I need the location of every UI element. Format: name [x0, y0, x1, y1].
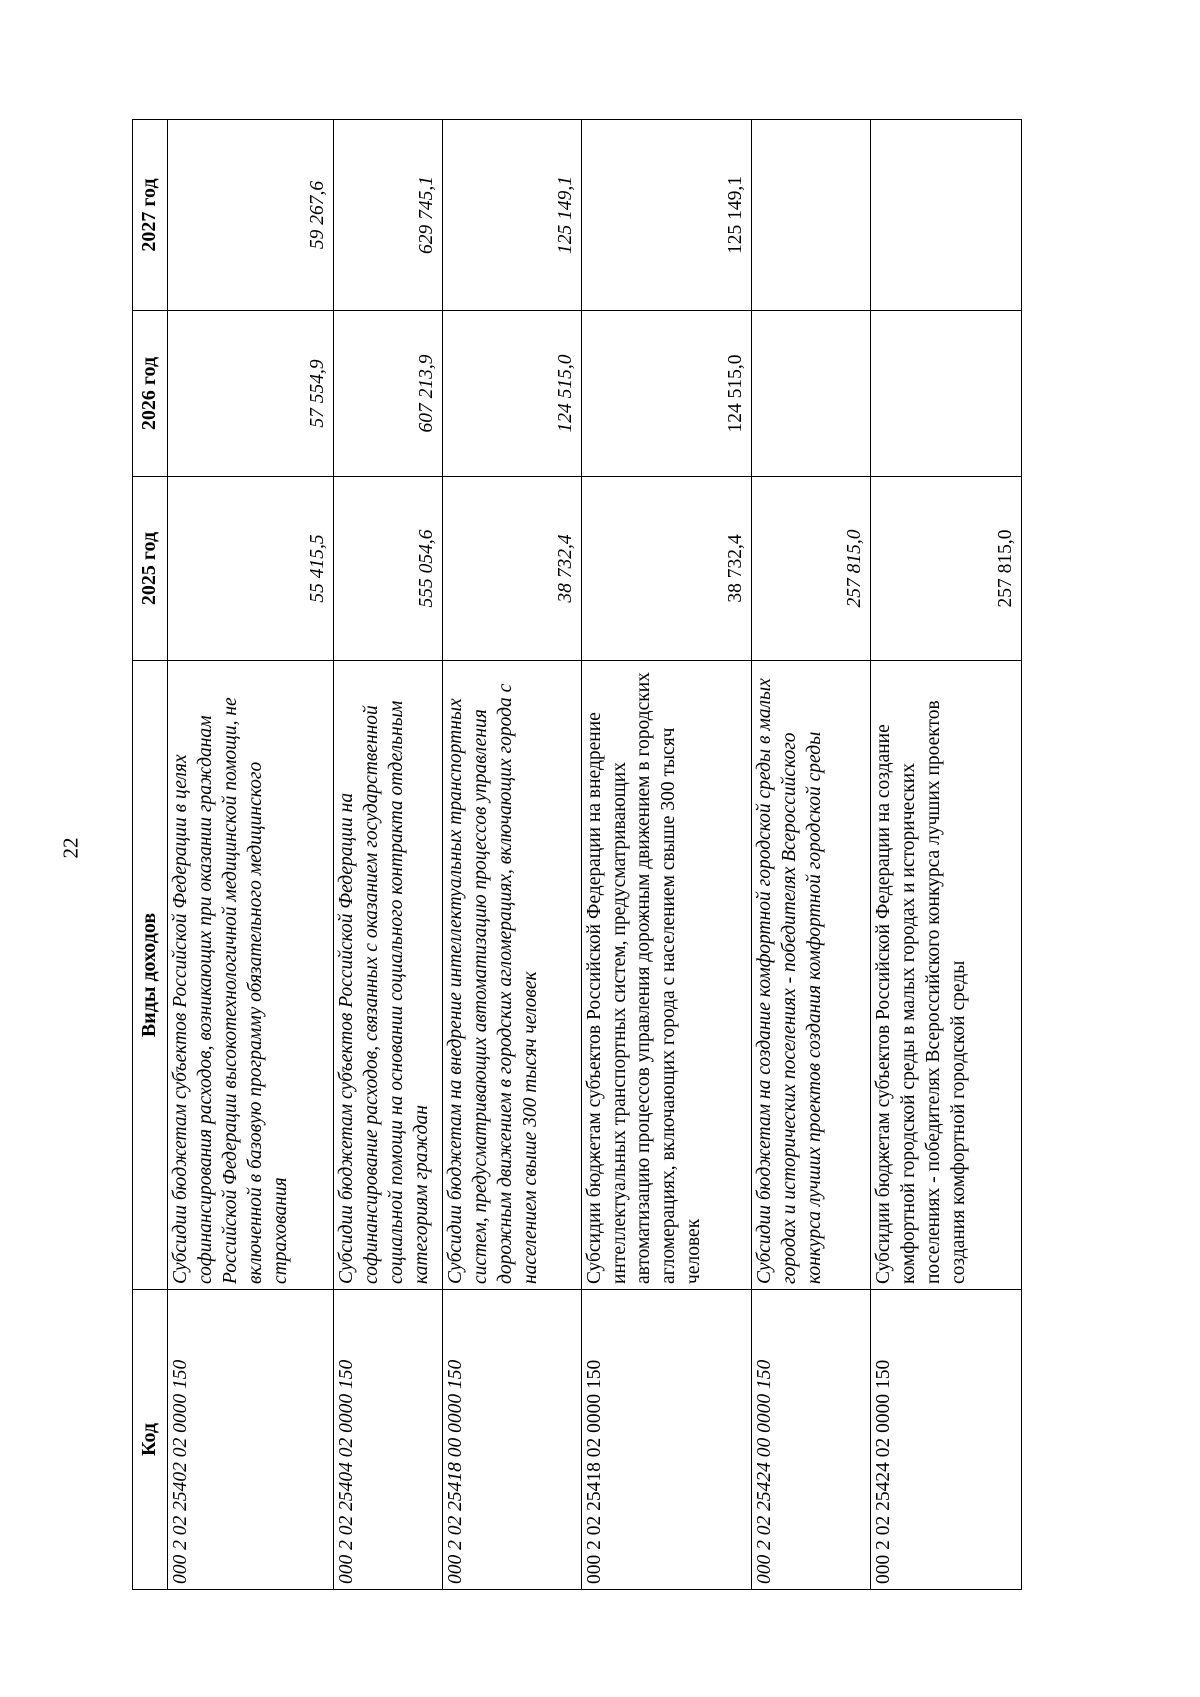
header-2025: 2025 год: [133, 477, 168, 661]
row-code: 000 2 02 25404 02 0000 150: [333, 1290, 442, 1590]
row-name: Субсидии бюджетам на создание комфортной городской среды в малых городах и исторических поселениях - победителях Всероссийского конкурса лучших проектов создания комфортной городской среды: [751, 661, 870, 1290]
row-name: Субсидии бюджетам субъектов Российской Федерации на создание комфортной городской среды в малых городах и исторических поселениях - победителях Всероссийского конкурса лучших проектов создания комфортной городской среды: [870, 661, 1021, 1290]
row-code: 000 2 02 25402 02 0000 150: [168, 1290, 334, 1590]
row-2026: [870, 311, 1021, 477]
row-2025: 38 732,4: [443, 477, 581, 661]
table-row: [443, 120, 581, 1590]
table-row: [333, 120, 442, 1590]
row-2027: 125 149,1: [443, 120, 581, 311]
row-2027: [870, 120, 1021, 311]
row-2025: 38 732,4: [581, 477, 751, 661]
row-name: Субсидии бюджетам на внедрение интеллектуальных транспортных систем, предусматривающих автоматизацию процессов управления дорожным движением в городских агломерациях, включающих города с населением свыше 300 тысяч человек: [443, 661, 581, 1290]
row-2025: 55 415,5: [168, 477, 334, 661]
row-name: Субсидии бюджетам субъектов Российской Федерации на софинансирование расходов, связанных с оказанием государственной социальной помощи на основании социального контракта отдельным категориям граждан: [333, 661, 442, 1290]
row-2026: 124 515,0: [581, 311, 751, 477]
row-name: Субсидии бюджетам субъектов Российской Федерации в целях софинансирования расходов, возникающих при оказании гражданам Российской Федерации высокотехнологичной медицинской помощи, не включенной в базовую программу обязательного медицинского страхования: [168, 661, 334, 1290]
row-2026: 124 515,0: [443, 311, 581, 477]
table-row: [168, 120, 334, 1590]
rotated-table-container: [132, 120, 1022, 1590]
row-2025: 257 815,0: [870, 477, 1021, 661]
row-2027: 629 745,1: [333, 120, 442, 311]
revenue-table: [132, 119, 1022, 1590]
row-2026: 57 554,9: [168, 311, 334, 477]
row-2025: 555 054,6: [333, 477, 442, 661]
table-header-row: [133, 120, 168, 1590]
table-row: [870, 120, 1021, 1590]
header-2027: 2027 год: [133, 120, 168, 311]
header-code: Код: [133, 1290, 168, 1590]
header-name: Виды доходов: [133, 661, 168, 1290]
row-code: 000 2 02 25424 02 0000 150: [870, 1290, 1021, 1590]
row-2026: [751, 311, 870, 477]
row-2027: 125 149,1: [581, 120, 751, 311]
page-number: 22: [58, 837, 83, 859]
table-row: [751, 120, 870, 1590]
row-code: 000 2 02 25418 02 0000 150: [581, 1290, 751, 1590]
row-2026: 607 213,9: [333, 311, 442, 477]
row-code: 000 2 02 25418 00 0000 150: [443, 1290, 581, 1590]
table-row: [581, 120, 751, 1590]
row-code: 000 2 02 25424 00 0000 150: [751, 1290, 870, 1590]
row-2025: 257 815,0: [751, 477, 870, 661]
row-2027: 59 267,6: [168, 120, 334, 311]
row-2027: [751, 120, 870, 311]
header-2026: 2026 год: [133, 311, 168, 477]
row-name: Субсидии бюджетам субъектов Российской Федерации на внедрение интеллектуальных транспортных систем, предусматривающих автоматизацию процессов управления дорожным движением в городских агломерациях, включающих города с населением свыше 300 тысяч человек: [581, 661, 751, 1290]
